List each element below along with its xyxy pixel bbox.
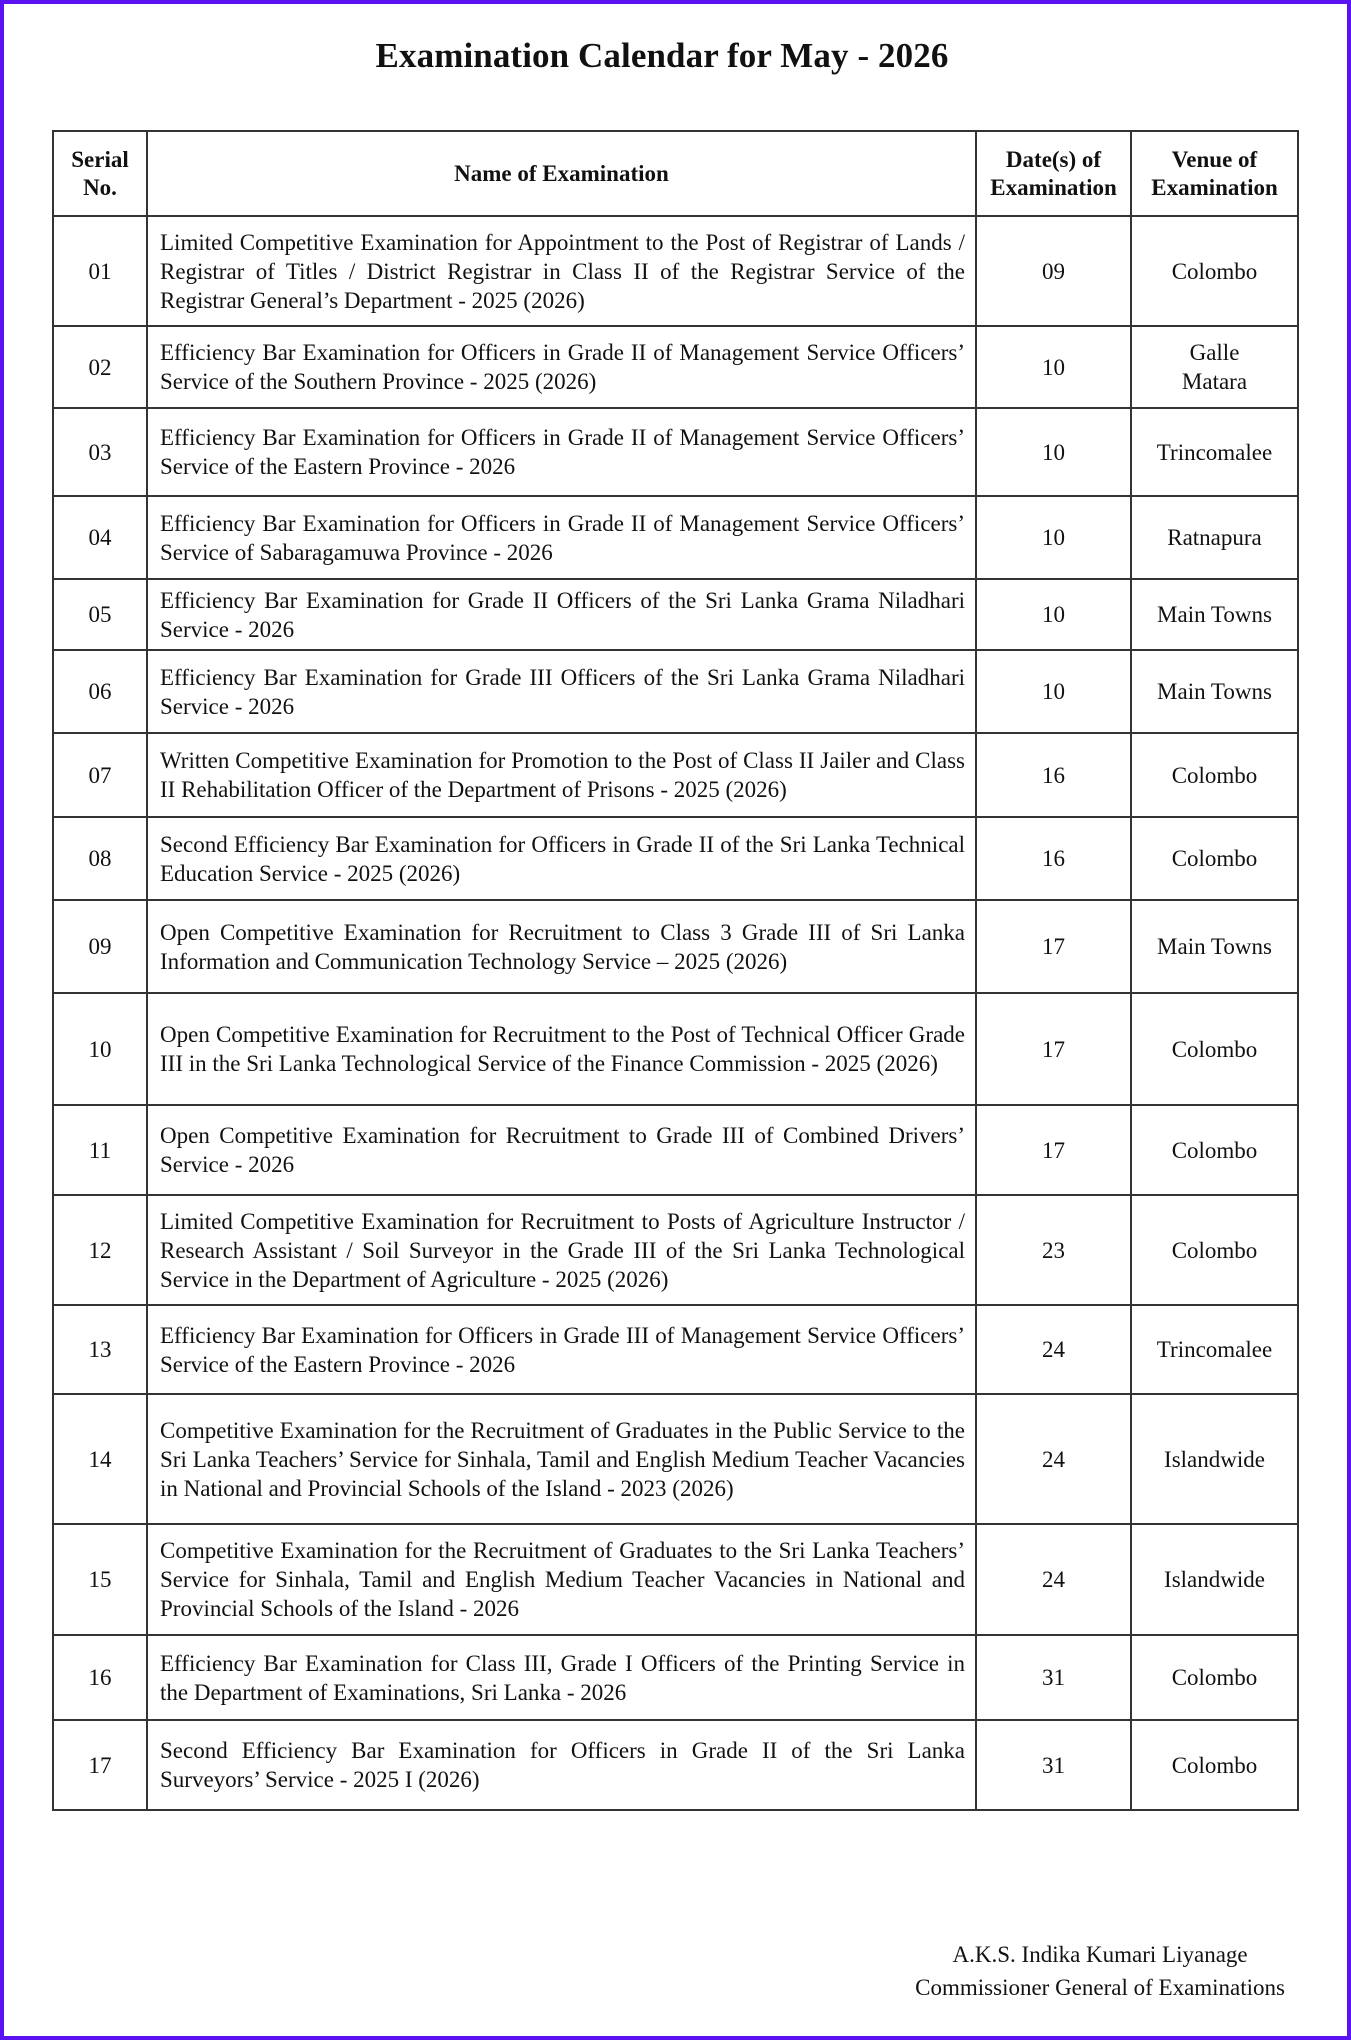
serial-cell: 15 [53,1524,147,1635]
exam-date-cell: 10 [976,326,1131,408]
exam-name-cell: Open Competitive Examination for Recruitment to Grade III of Combined Drivers’ Service - 2026 [147,1105,976,1195]
exam-name-cell: Competitive Examination for the Recruitment of Graduates in the Public Service to the Sri Lanka Teachers’ Service for Sinhala, Tamil and English Medium Teacher Vacancies in National and Provincial Schools of the Island - 2023 (2026) [147,1394,976,1524]
signatory-name: A.K.S. Indika Kumari Liyanage [952,1942,1248,1967]
serial-cell: 01 [53,216,147,326]
exam-venue-cell [1131,216,1298,326]
exam-name-cell: Efficiency Bar Examination for Officers in Grade II of Management Service Officers’ Service of the Eastern Province - 2026 [147,408,976,496]
exam-date-cell: 17 [976,993,1131,1105]
exam-name-cell: Written Competitive Examination for Promotion to the Post of Class II Jailer and Class II Rehabilitation Officer of the Department of Prisons - 2025 (2026) [147,733,976,817]
exam-name-cell: Open Competitive Examination for Recruitment to Class 3 Grade III of Sri Lanka Information and Communication Technology Service – 2025 (2026) [147,900,976,993]
venue-item: Trincomalee [1156,1337,1273,1362]
examination-calendar-table [52,130,1299,1811]
exam-name-cell: Second Efficiency Bar Examination for Officers in Grade II of the Sri Lanka Technical Education Service - 2025 (2026) [147,817,976,900]
exam-date-cell: 23 [976,1195,1131,1305]
header-venue: Venue of Examination [1131,131,1298,216]
serial-cell: 06 [53,650,147,733]
exam-date-cell: 24 [976,1305,1131,1394]
venue-item: Main Towns [1157,679,1272,704]
exam-name-cell: Limited Competitive Examination for Recruitment to Posts of Agriculture Instructor / Research Assistant / Soil Surveyor in the Grade III of the Sri Lanka Technological Service in the Department of Agriculture - 2025 (2026) [147,1195,976,1305]
exam-venue-cell [1131,1394,1298,1524]
exam-date-cell: 17 [976,900,1131,993]
venue-item: Colombo [1171,846,1258,871]
serial-cell: 17 [53,1720,147,1810]
serial-cell: 10 [53,993,147,1105]
exam-venue-cell [1131,579,1298,650]
exam-venue-cell [1131,1195,1298,1305]
exam-date-cell: 10 [976,408,1131,496]
signatory-designation: Commissioner General of Examinations [915,1975,1285,2000]
venue-item: Colombo [1171,1665,1258,1690]
exam-venue-cell [1131,326,1298,408]
serial-cell: 05 [53,579,147,650]
exam-venue-cell [1131,496,1298,579]
exam-name-cell: Efficiency Bar Examination for Officers in Grade II of Management Service Officers’ Service of Sabaragamuwa Province - 2026 [147,496,976,579]
exam-venue-cell [1131,650,1298,733]
table-row [53,817,1298,900]
exam-venue-cell [1131,1635,1298,1720]
table-row [53,733,1298,817]
venue-item: Colombo [1171,1137,1258,1163]
exam-venue-cell [1131,1720,1298,1810]
table-row [53,326,1298,408]
exam-venue-cell [1131,408,1298,496]
table-row [53,579,1298,650]
exam-date-cell: 16 [976,817,1131,900]
header-name: Name of Examination [147,131,976,216]
table-row [53,1524,1298,1635]
table-row [53,650,1298,733]
table-row [53,1105,1298,1195]
venue-item: Trincomalee [1156,439,1273,465]
exam-date-cell: 09 [976,216,1131,326]
table-row [53,1720,1298,1810]
page-title: Examination Calendar for May - 2026 [375,36,949,75]
venue-item: Galle [1189,340,1240,365]
exam-venue-cell [1131,900,1298,993]
serial-cell: 14 [53,1394,147,1524]
serial-cell: 16 [53,1635,147,1720]
exam-name-cell: Open Competitive Examination for Recruitment to the Post of Technical Officer Grade III in the Sri Lanka Technological Service of the Finance Commission - 2025 (2026) [147,993,976,1105]
venue-item: Matara [1181,369,1248,394]
venue-item: Islandwide [1164,1446,1265,1472]
exam-name-cell: Efficiency Bar Examination for Class III, Grade I Officers of the Printing Service in the Department of Examinations, Sri Lanka - 2026 [147,1635,976,1720]
exam-venue-cell [1131,993,1298,1105]
venue-item: Colombo [1171,1752,1258,1778]
exam-name-cell: Efficiency Bar Examination for Grade III Officers of the Sri Lanka Grama Niladhari Service - 2026 [147,650,976,733]
venue-item: Ratnapura [1167,525,1262,550]
exam-date-cell: 24 [976,1524,1131,1635]
exam-venue-cell [1131,733,1298,817]
signature-block [915,1938,1285,2004]
exam-venue-cell [1131,1524,1298,1635]
venue-item: Main Towns [1157,602,1272,627]
venue-item: Colombo [1171,258,1258,284]
table-body [53,216,1298,1810]
table-row [53,408,1298,496]
serial-cell: 09 [53,900,147,993]
exam-name-cell: Second Efficiency Bar Examination for Officers in Grade II of the Sri Lanka Surveyors’ Service - 2025 I (2026) [147,1720,976,1810]
table-row [53,216,1298,326]
venue-item: Colombo [1171,762,1258,788]
exam-date-cell: 31 [976,1635,1131,1720]
serial-cell: 07 [53,733,147,817]
exam-venue-cell [1131,817,1298,900]
header-dates: Date(s) of Examination [976,131,1131,216]
table-row [53,993,1298,1105]
serial-cell: 12 [53,1195,147,1305]
table-row [53,1635,1298,1720]
serial-cell: 11 [53,1105,147,1195]
exam-venue-cell [1131,1305,1298,1394]
exam-venue-cell [1131,1105,1298,1195]
exam-name-cell: Competitive Examination for the Recruitment of Graduates to the Sri Lanka Teachers’ Service for Sinhala, Tamil and English Medium Teacher Vacancies in National and Provincial Schools of the Island - 2026 [147,1524,976,1635]
exam-date-cell: 17 [976,1105,1131,1195]
table-row [53,496,1298,579]
table-row [53,900,1298,993]
exam-name-cell: Efficiency Bar Examination for Grade II Officers of the Sri Lanka Grama Niladhari Service - 2026 [147,579,976,650]
venue-item: Main Towns [1157,934,1272,959]
exam-date-cell: 31 [976,1720,1131,1810]
exam-name-cell: Efficiency Bar Examination for Officers in Grade III of Management Service Officers’ Service of the Eastern Province - 2026 [147,1305,976,1394]
serial-cell: 13 [53,1305,147,1394]
venue-item: Islandwide [1164,1567,1265,1592]
exam-date-cell: 10 [976,650,1131,733]
table-row [53,1195,1298,1305]
serial-cell: 03 [53,408,147,496]
table-header-row [53,131,1298,216]
exam-date-cell: 10 [976,579,1131,650]
venue-item: Colombo [1171,1036,1258,1062]
venue-item: Colombo [1171,1237,1258,1263]
exam-name-cell: Limited Competitive Examination for Appointment to the Post of Registrar of Lands / Registrar of Titles / District Registrar in Class II of the Registrar Service of the Registrar General’s Department - 2025 (2026) [147,216,976,326]
table-row [53,1305,1298,1394]
table-row [53,1394,1298,1524]
serial-cell: 02 [53,326,147,408]
exam-date-cell: 16 [976,733,1131,817]
exam-date-cell: 24 [976,1394,1131,1524]
exam-date-cell: 10 [976,496,1131,579]
header-serial: Serial No. [53,131,147,216]
exam-name-cell: Efficiency Bar Examination for Officers in Grade II of Management Service Officers’ Service of the Southern Province - 2025 (2026) [147,326,976,408]
serial-cell: 08 [53,817,147,900]
serial-cell: 04 [53,496,147,579]
